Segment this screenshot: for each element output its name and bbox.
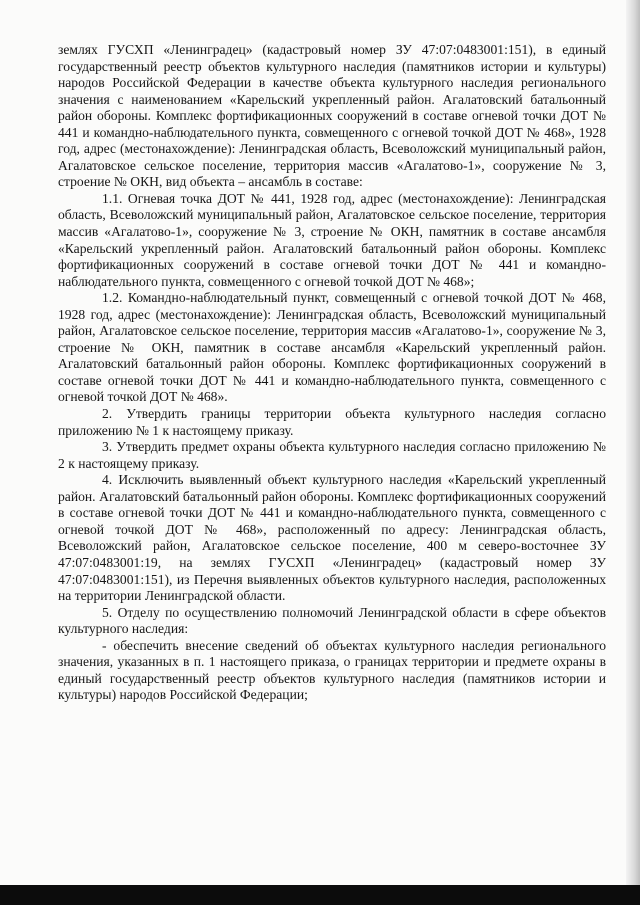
paragraph-3: 3. Утвердить предмет охраны объекта культурного наследия согласно приложению № 2 к настоящему приказу.	[58, 439, 606, 471]
document-body	[58, 42, 606, 704]
paragraph-1-2: 1.2. Командно-наблюдательный пункт, совмещенный с огневой точкой ДОТ № 468, 1928 год, адрес (местонахождение): Ленинградская область, Всеволожский муниципальный район, Агалатовское сельское поселение, территория массив «Агалатово-1», сооружение № 3, строение № ОКН, памятник в составе ансамбля «Карельский укрепленный район. Агалатовский батальонный район обороны. Комплекс фортификационных сооружений в составе огневой точки ДОТ № 441 и командно-наблюдательного пункта, совмещенного с огневой точкой ДОТ № 468».	[58, 290, 606, 405]
paragraph-5: 5. Отделу по осуществлению полномочий Ленинградской области в сфере объектов культурного наследия:	[58, 604, 606, 637]
paragraph-5-item: - обеспечить внесение сведений об объектах культурного наследия регионального значения, указанных в п. 1 настоящего приказа, о границах территории и предмете охраны в единый государственный реестр объектов культурного наследия (памятников истории и культуры) народов Российской Федерации;	[58, 637, 606, 703]
paragraph-4: 4. Исключить выявленный объект культурного наследия «Карельский укрепленный район. Агалатовский батальонный район обороны. Комплекс фортификационных сооружений в составе огневой точки ДОТ № 441 и командно-наблюдательного пункта, совмещенного с огневой точкой ДОТ № 468», расположенный по адресу: Ленинградская область, Всеволожский район, Агалатовское сельское поселение, 400 м северо-восточнее ЗУ 47:07:0483001:19, на землях ГУСХП «Ленинградец» (кадастровый номер ЗУ 47:07:0483001:151), из Перечня выявленных объектов культурного наследия, расположенных на территории Ленинградской области.	[58, 472, 606, 604]
paragraph-continuation: землях ГУСХП «Ленинградец» (кадастровый номер ЗУ 47:07:0483001:151), в единый государственный реестр объектов культурного наследия (памятников истории и культуры) народов Российской Федерации в качестве объекта культурного наследия регионального значения с наименованием «Карельский укрепленный район. Агалатовский батальонный район обороны. Комплекс фортификационных сооружений в составе огневой точки ДОТ № 441 и командно-наблюдательного пункта, совмещенного с огневой точкой ДОТ № 468», 1928 год, адрес (местонахождение): Ленинградская область, Всеволожский муниципальный район, Агалатовское сельское поселение, территория массив «Агалатово-1», сооружение № 3, строение № ОКН, вид объекта – ансамбль в составе:	[58, 42, 606, 190]
paragraph-2: 2. Утвердить границы территории объекта культурного наследия согласно приложению № 1 к настоящему приказу.	[58, 406, 606, 438]
paragraph-1-1: 1.1. Огневая точка ДОТ № 441, 1928 год, адрес (местонахождение): Ленинградская область, Всеволожский муниципальный район, Агалатовское сельское поселение, территория массив «Агалатово-1», сооружение № 3, строение № ОКН, памятник в составе ансамбля «Карельский укрепленный район. Агалатовский батальонный район обороны. Комплекс фортификационных сооружений в составе огневой точки ДОТ № 441 и командно-наблюдательного пункта, совмещенного с огневой точкой ДОТ № 468»;	[58, 190, 606, 289]
scan-page-edge	[626, 0, 640, 905]
scan-bottom-band	[0, 885, 640, 905]
